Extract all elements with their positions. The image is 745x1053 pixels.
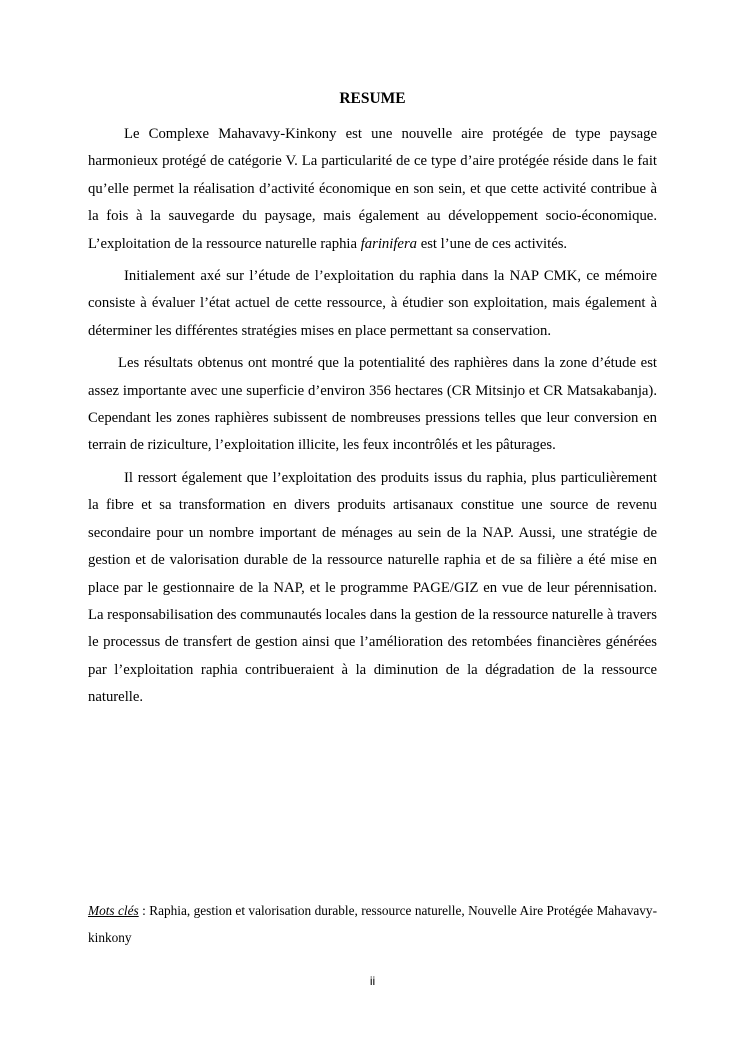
species-name: farinifera [360, 235, 418, 252]
page-number: ii [369, 974, 376, 988]
paragraph-1-text-end: est l’une de ces activités. [417, 235, 568, 252]
keywords [88, 897, 657, 951]
abstract-body [88, 121, 657, 717]
paragraph-2: Initialement axé sur l’étude de l’exploitation du raphia dans la NAP CMK, ce mémoire consiste à évaluer l’état actuel de cette ressource, à étudier son exploitation, mais également à déterminer les différentes stratégies mises en place permettant sa conservation. [88, 268, 657, 339]
keywords-text: Raphia, gestion et valorisation durable, ressource naturelle, Nouvelle Aire Protégée Mahavavy-kinkony [88, 903, 658, 945]
paragraph-3: Les résultats obtenus ont montré que la potentialité des raphières dans la zone d’étude est assez importante avec une superficie d’environ 356 hectares (CR Mitsinjo et CR Matsakabanja). Cependant les zones raphières subissent de nombreuses pressions telles que leur conversion en terrain de riziculture, l’exploitation illicite, les feux incontrôlés et les pâturages. [88, 355, 657, 454]
page-title: RESUME [339, 90, 406, 107]
keywords-label: Mots clés [88, 903, 139, 918]
paragraph-4: Il ressort également que l’exploitation des produits issus du raphia, plus particulièrement la fibre et sa transformation en divers produits artisanaux constitue une source de revenu secondaire pour un nombre important de ménages au sein de la NAP. Aussi, une stratégie de gestion et de valorisation durable de la ressource naturelle raphia et de sa filière a été mise en place par le gestionnaire de la NAP, et le programme PAGE/GIZ en vue de leur pérennisation. La responsabilisation des communautés locales dans la gestion de la ressource naturelle à travers le processus de transfert de gestion ainsi que l’amélioration des retombées financières générées par l’exploitation raphia contribueraient à la diminution de la dégradation de la ressource naturelle. [88, 469, 657, 706]
paragraph-1 [88, 121, 657, 258]
keywords-separator: : [138, 903, 150, 918]
paragraph-1-text-start: Le Complexe Mahavavy-Kinkony est une nouvelle aire protégée de type paysage harmonieux protégé de catégorie V. La particularité de ce type d’aire protégée réside dans le fait qu’elle permet la réalisation d’activité économique en son sein, et que cette activité contribue à la fois à la sauvegarde du paysage, mais également au développement socio-économique. L’exploitation de la ressource naturelle raphia [88, 126, 657, 252]
